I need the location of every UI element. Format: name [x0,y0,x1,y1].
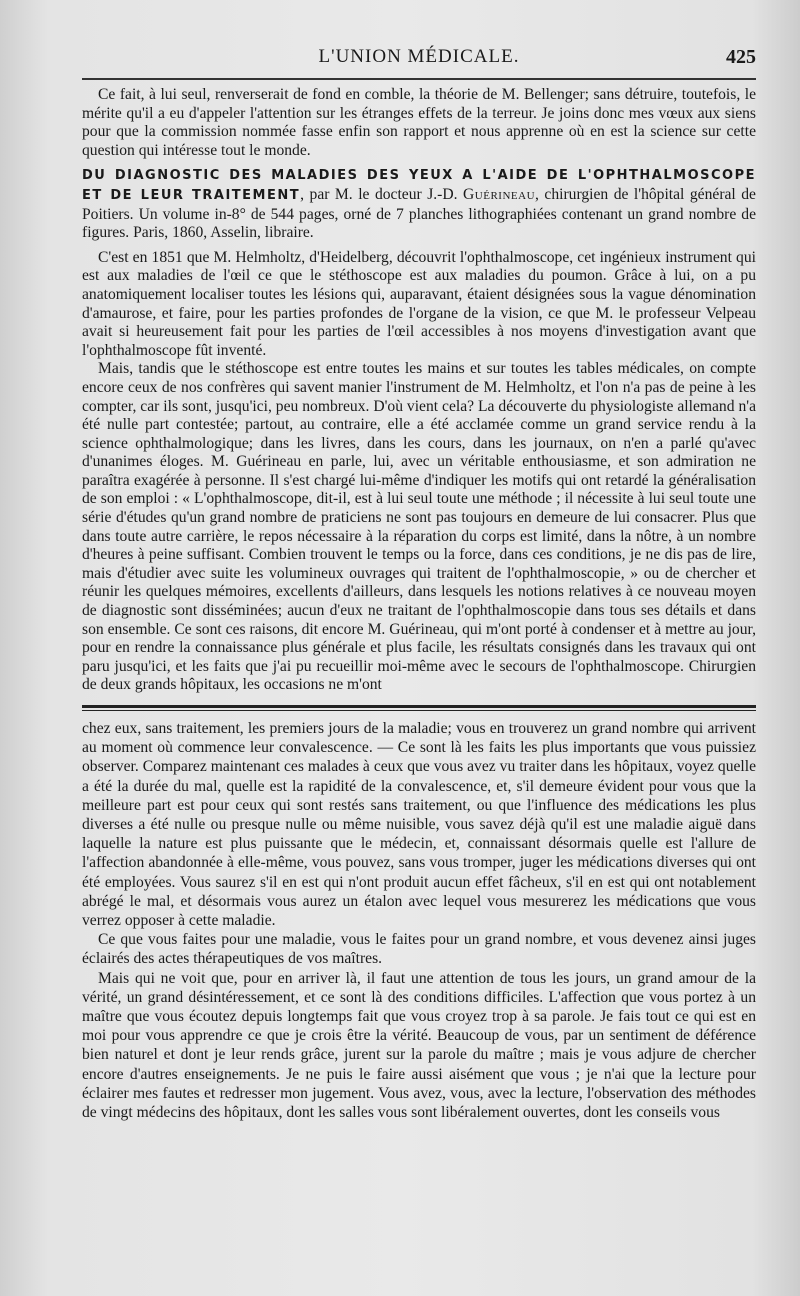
journal-title: L'UNION MÉDICALE. [318,46,520,67]
paragraph-terreur: Ce fait, à lui seul, renverserait de fond en comble, la théorie de M. Bellenger; sans détruire, toutefois, le mérite qu'il a eu d'appeler l'attention sur les étranges effets de la terreur. Je joins donc mes vœux aux siens pour que la commission nommée fasse enfin son rapport et nous apprenne où en est la science sur cette question qui intéresse tout le monde. [82,86,756,159]
book-author: Guérineau [463,185,536,203]
book-title: DU DIAGNOSTIC DES MALADIES DES YEUX A L'AIDE DE L'OPHTHALMOSCOPE ET DE LEUR TRAITEMENT [82,168,756,203]
paragraph-stethoscope: Mais, tandis que le stéthoscope est entre toutes les mains et sur toutes les tables médicales, on compte encore ceux de nos confrères qui savent manier l'instrument de M. Helmholtz, et l'on n'a pas de peine à les compter, car ils sont, jusqu'ici, peu nombreux. D'où vient cela? La découverte du physiologiste allemand n'a été nulle part contestée; partout, au contraire, elle a été acclamée comme un grand service rendu à la science ophthalmologique; dans les livres, dans les cours, dans les journaux, on n'en a parlé qu'avec d'unanimes éloges. M. Guérineau en parle, lui, avec un véritable enthousiasme, et son admiration ne paraîtra exagérée à personne. Il s'est chargé lui-même d'indiquer les motifs qui ont retardé la généralisation de son emploi : « L'ophthalmoscope, dit-il, est à lui seul toute une méthode ; il nécessite à lui seul toute une série d'études qu'un grand nombre de praticiens ne sont pas toujours en demeure de lui consacrer. Plus que dans toute autre carrière, le repos nécessaire à la réparation du corps est limité, dans la nôtre, à un nombre d'heures à peine suffisant. Combien trouvent le temps ou la force, dans ces conditions, je ne dis pas de lire, mais d'étudier avec suite les volumineux ouvrages qui traitent de l'ophthalmoscopie, » ou de chercher et réunir les quelques mémoires, excellents d'ailleurs, dans lesquels les notions relatives à ce nouveau moyen de diagnostic sont disséminées; aucun d'eux ne traitant de l'ophthalmoscopie dans tous ses détails et dans son ensemble. Ce sont ces raisons, dit encore M. Guérineau, qui m'ont porté à condenser et à mettre au jour, pour en rendre la connaissance plus générale et plus facile, les résultats consignés dans les travaux qui ont paru jusqu'ici, et les faits que j'ai pu recueillir moi-même avec le secours de l'ophthalmoscope. Chirurgien de deux grands hôpitaux, les occasions ne m'ont [82,360,756,694]
header-rule [82,78,756,80]
paragraph-convalescence: chez eux, sans traitement, les premiers jours de la maladie; vous en trouverez un grand nombre qui arrivent au moment où commence leur convalescence. — Ce sont là les faits les plus importants que vous puissiez observer. Comparez maintenant ces malades à ceux que vous avez vu traiter dans les hôpitaux, voyez quelle a été la durée du mal, quelle est la rapidité de la convalescence, et, s'il demeure évident pour vous que la meilleure part est pour ceux qui sont restés sans traitement, ou que l'influence des médications les plus diverses a été nulle ou presque nulle ou même nuisible, vous savez déjà qu'il est une maladie aiguë dans laquelle la nature est plus puissante que le médecin, et, connaissant désormais quelle est l'allure de l'affection abandonnée à elle-même, vous pouvez, sans vous tromper, juger les médications diverses qui ont été employées. Vous saurez s'il en est qui n'ont produit aucun effet fâcheux, s'il en est qui ont notablement abrégé le mal, et désormais vous aurez un étalon avec lequel vous mesurerez les médications que vous verrez opposer à cette maladie. [82,720,756,930]
page-header [82,38,756,78]
paragraph-helmholtz: C'est en 1851 que M. Helmholtz, d'Heidelberg, découvrit l'ophthalmoscope, cet ingénieux instrument qui est aux maladies de l'œil ce que le stéthoscope est aux maladies du poumon. Grâce à lui, on a pu anatomiquement localiser toutes les lésions qui, auparavant, étaient désignées sous la vague dénomination d'amaurose, et faire, pour les parties profondes de l'organe de la vision, ce que M. le professeur Velpeau avait si heureusement fait pour les parties de l'œil accessibles à nos moyens d'investigation avant que l'ophthalmoscope fût inventé. [82,248,756,359]
page-number: 425 [726,46,756,68]
lower-section [82,719,756,1122]
paragraph-verite: Mais qui ne voit que, pour en arriver là, il faut une attention de tous les jours, un grand amour de la vérité, un grand désintéressement, et ce sont là des conditions difficiles. L'affection que vous portez à un maître que vous écoutez depuis longtemps fait que vous croyez trop à sa parole. Je fais tout ce qui est en moi pour vous apprendre ce que je crois être la vérité. Beaucoup de vous, par un sentiment de déférence bien naturel et dont je leur rends grâce, jurent sur la parole du maître ; mais je vous adjure de chercher encore d'autres enseignements. Je ne puis le faire aussi aisément que vous ; je n'ai que la lecture pour éclairer mes fautes et redresser mon jugement. Vous avez, vous, avec la lecture, l'observation des méthodes de vingt médecins des hôpitaux, dont les salles vous sont libéralement ouvertes, dont les conseils vous [82,969,756,1122]
book-review-heading [82,166,756,242]
book-details: , chirurgien de l'hôpital général de Poitiers. Un volume in-8° de 544 pages, orné de 7 planches lithographiées contenant un grand nombre de figures. Paris, 1860, Asselin, libraire. [82,185,756,242]
section-divider [82,705,756,711]
book-by: , par M. le docteur J.-D. [300,185,464,203]
paragraph-juges: Ce que vous faites pour une maladie, vous le faites pour un grand nombre, et vous devenez ainsi juges éclairés des actes thérapeutiques de vos maîtres. [82,931,756,968]
upper-section [82,86,756,695]
